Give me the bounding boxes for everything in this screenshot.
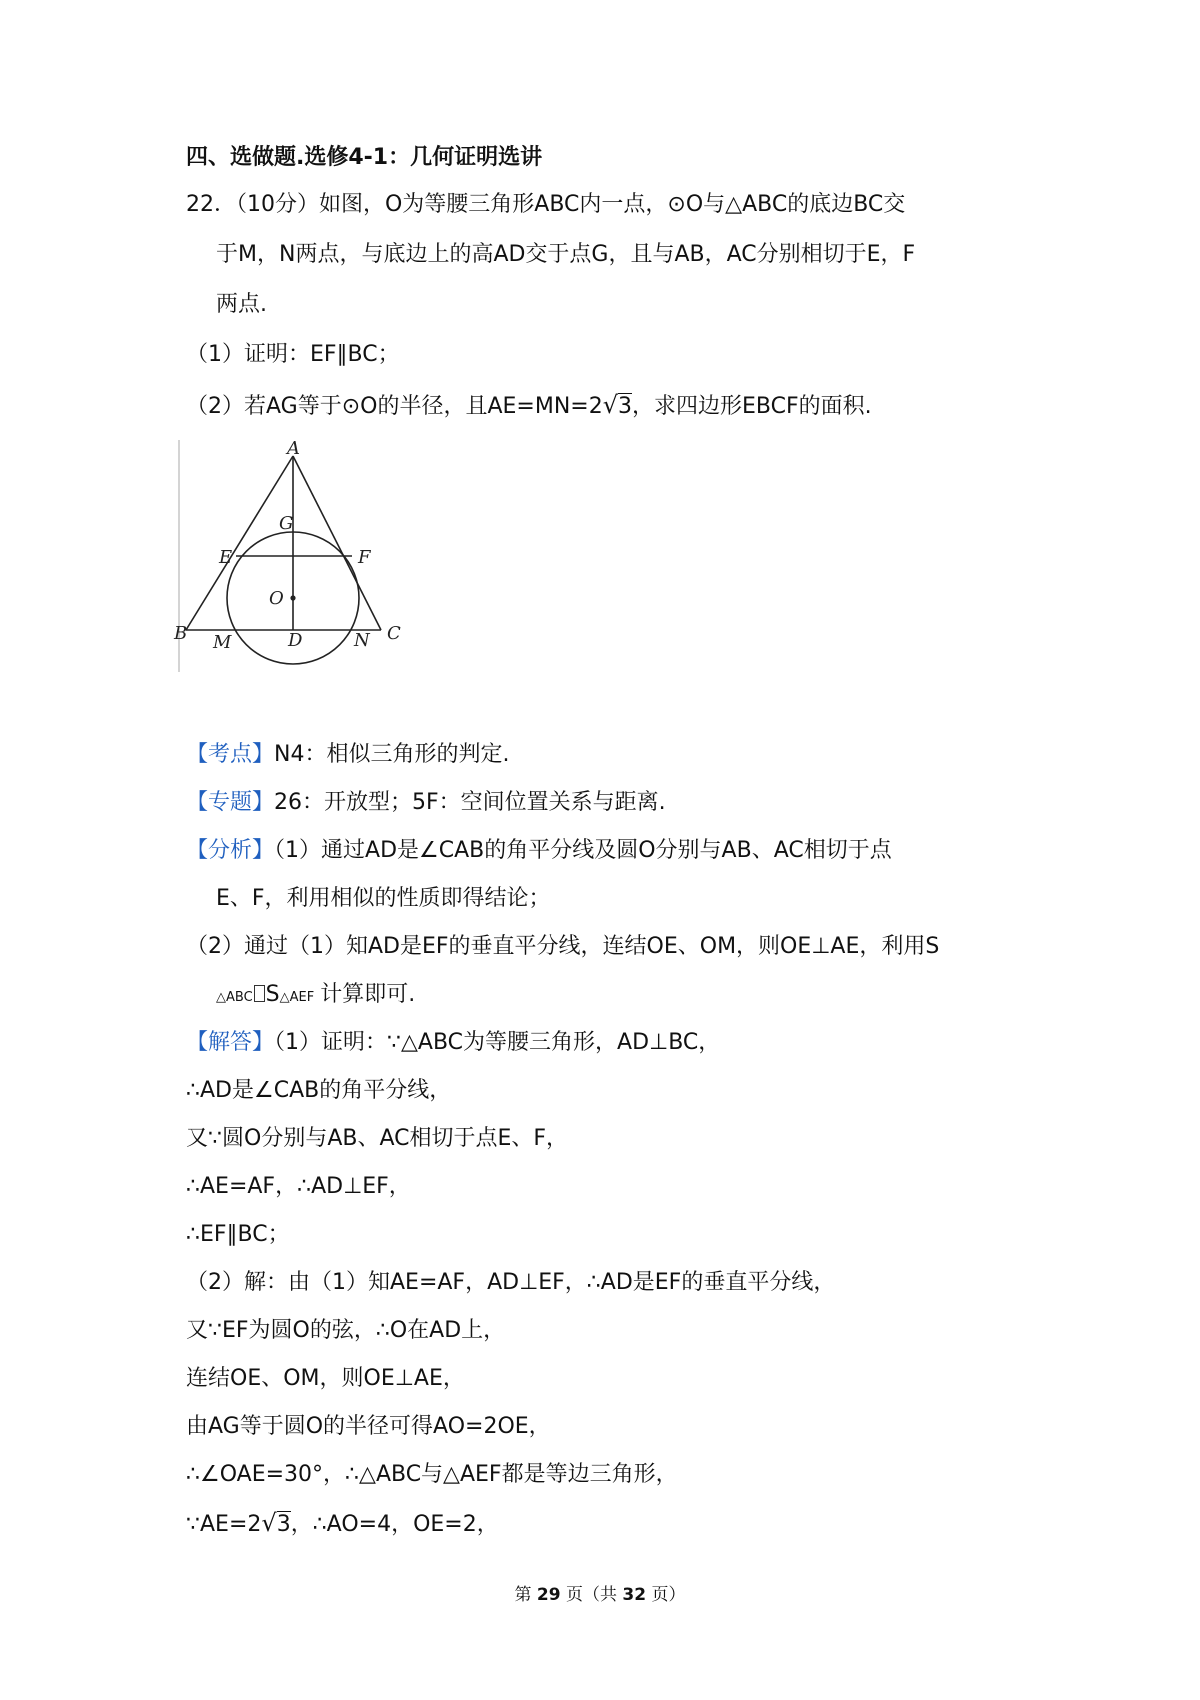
center-point-o [290,595,295,600]
fenxi-text-1: （1）通过AD是∠CAB的角平分线及圆O分别与AB、AC相切于点 [274,838,892,863]
fenxi-line-1 [186,836,892,866]
section-heading: 四、选做题.选修4-1：几何证明选讲 [186,145,543,170]
question-2-text-pre: （2）若AG等于⊙O的半径，且AE=MN=2 [186,394,603,419]
jieda-line-10: ∴∠OAE=30°，∴△ABC与△AEF都是等边三角形， [186,1462,678,1487]
jieda-line-8: 连结OE、OM，则OE⊥AE， [186,1366,465,1391]
problem-line-2: 于M，N两点，与底边上的高AD交于点G，且与AB，AC分别相切于E，F [216,242,916,267]
jieda-line-5: ∴EF∥BC； [186,1222,290,1247]
footer-total-pages: 32 [622,1585,647,1605]
page-footer [0,1580,1200,1605]
jieda-line-11 [186,1508,499,1540]
zhuanti-tag: 【专题】 [186,790,275,815]
jieda-line-3: 又∵圆O分别与AB、AC相切于点E、F， [186,1126,569,1151]
jieda-text-11-pre: ∵AE=2 [186,1512,262,1537]
missing-glyph-box [254,985,265,1002]
fenxi-s: S [265,982,280,1007]
label-n: N [354,630,370,651]
fenxi-sub-aef: △AEF [279,990,315,1005]
side-ac [293,456,381,630]
jieda-line-1 [186,1028,720,1058]
jieda-line-2: ∴AD是∠CAB的角平分线， [186,1078,452,1103]
label-b: B [174,623,188,644]
kaodian-tag: 【考点】 [186,742,275,767]
jieda-line-6: （2）解：由（1）知AE=AF，AD⊥EF，∴AD是EF的垂直平分线， [186,1270,836,1295]
zhuanti-line [186,788,666,818]
footer-post: 页） [646,1585,686,1605]
fenxi-line-4 [216,980,415,1013]
fenxi-line-2: E、F，利用相似的性质即得结论； [216,886,551,911]
geometry-figure [176,440,436,680]
kaodian-line [186,740,509,770]
question-1: （1）证明：EF∥BC； [186,342,400,367]
question-2 [186,390,872,422]
footer-mid: 页（共 [560,1585,623,1605]
fenxi-tag: 【分析】 [186,838,275,863]
problem-line-1: 22．（10分）如图，O为等腰三角形ABC内一点，⊙O与△ABC的底边BC交 [186,192,906,217]
question-2-text-post: ，求四边形EBCF的面积. [632,394,872,419]
label-g: G [279,513,294,534]
kaodian-text: N4：相似三角形的判定. [274,742,510,767]
label-o: O [269,588,284,609]
jieda-text-1: （1）证明：∵△ABC为等腰三角形，AD⊥BC， [274,1030,721,1055]
zhuanti-text: 26：开放型；5F：空间位置关系与距离. [274,790,666,815]
sqrt-symbol: √ [602,391,619,419]
label-d: D [288,630,303,651]
jieda-tag: 【解答】 [186,1030,275,1055]
label-a: A [287,438,300,459]
jieda-line-7: 又∵EF为圆O的弦，∴O在AD上， [186,1318,506,1343]
jieda-text-11-post: ，∴AO=4，OE=2， [290,1512,499,1537]
sqrt-radicand: 3 [618,394,633,419]
sqrt-symbol-2: √ [261,1509,277,1537]
problem-line-3: 两点. [216,292,267,317]
label-m: M [213,632,232,653]
jieda-line-4: ∴AE=AF，∴AD⊥EF， [186,1174,411,1199]
fenxi-line-3: （2）通过（1）知AD是EF的垂直平分线，连结OE、OM，则OE⊥AE，利用S [186,934,940,959]
label-e: E [219,547,233,568]
sqrt-radicand-2: 3 [276,1512,291,1537]
jieda-line-9: 由AG等于圆O的半径可得AO=2OE， [186,1414,551,1439]
fenxi-sub-abc: △ABC [216,990,253,1005]
footer-pre: 第 [514,1585,537,1605]
footer-page-number: 29 [536,1585,561,1605]
label-f: F [358,547,371,568]
fenxi-text-4: 计算即可. [320,982,416,1007]
label-c: C [387,623,401,644]
